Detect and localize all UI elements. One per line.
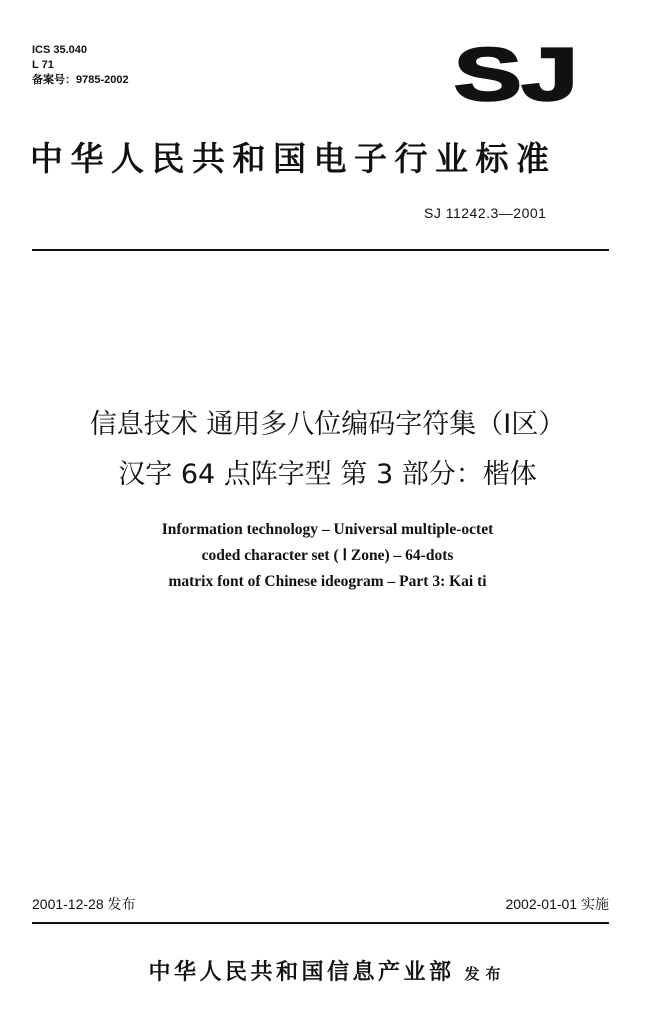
issue-date: 2001-12-28 发布 bbox=[32, 896, 136, 912]
chinese-title-line-2: 汉字 64 点阵字型 第 3 部分：楷体 bbox=[118, 459, 537, 490]
sj-logo bbox=[452, 42, 580, 104]
top-divider bbox=[32, 249, 609, 251]
publisher-name: 中华人民共和国信息产业部 bbox=[148, 960, 455, 985]
sj-logo-graphic bbox=[452, 42, 580, 104]
publisher-suffix: 发布 bbox=[464, 965, 507, 983]
record-number: 备案号：9785-2002 bbox=[32, 74, 129, 86]
english-title-line-3: matrix font of Chinese ideogram – Part 3: Kai ti bbox=[168, 573, 487, 590]
ics-code: ICS 35.040 bbox=[32, 44, 88, 56]
publisher bbox=[0, 955, 655, 986]
class-code: L 71 bbox=[32, 59, 54, 71]
sj-logo-text: SJ bbox=[454, 42, 578, 104]
chinese-title-line-1: 信息技术 通用多八位编码字符集（Ⅰ区） bbox=[89, 409, 566, 440]
bottom-divider bbox=[32, 922, 609, 924]
org-title: 中华人民共和国电子行业标准 bbox=[30, 139, 557, 178]
standard-number: SJ 11242.3—2001 bbox=[424, 205, 547, 221]
english-title-line-2: coded character set ( Ⅰ Zone) – 64-dots bbox=[201, 547, 454, 564]
english-title-line-1: Information technology – Universal multiple-octet bbox=[161, 521, 494, 538]
effective-date: 2002-01-01 实施 bbox=[505, 896, 609, 912]
